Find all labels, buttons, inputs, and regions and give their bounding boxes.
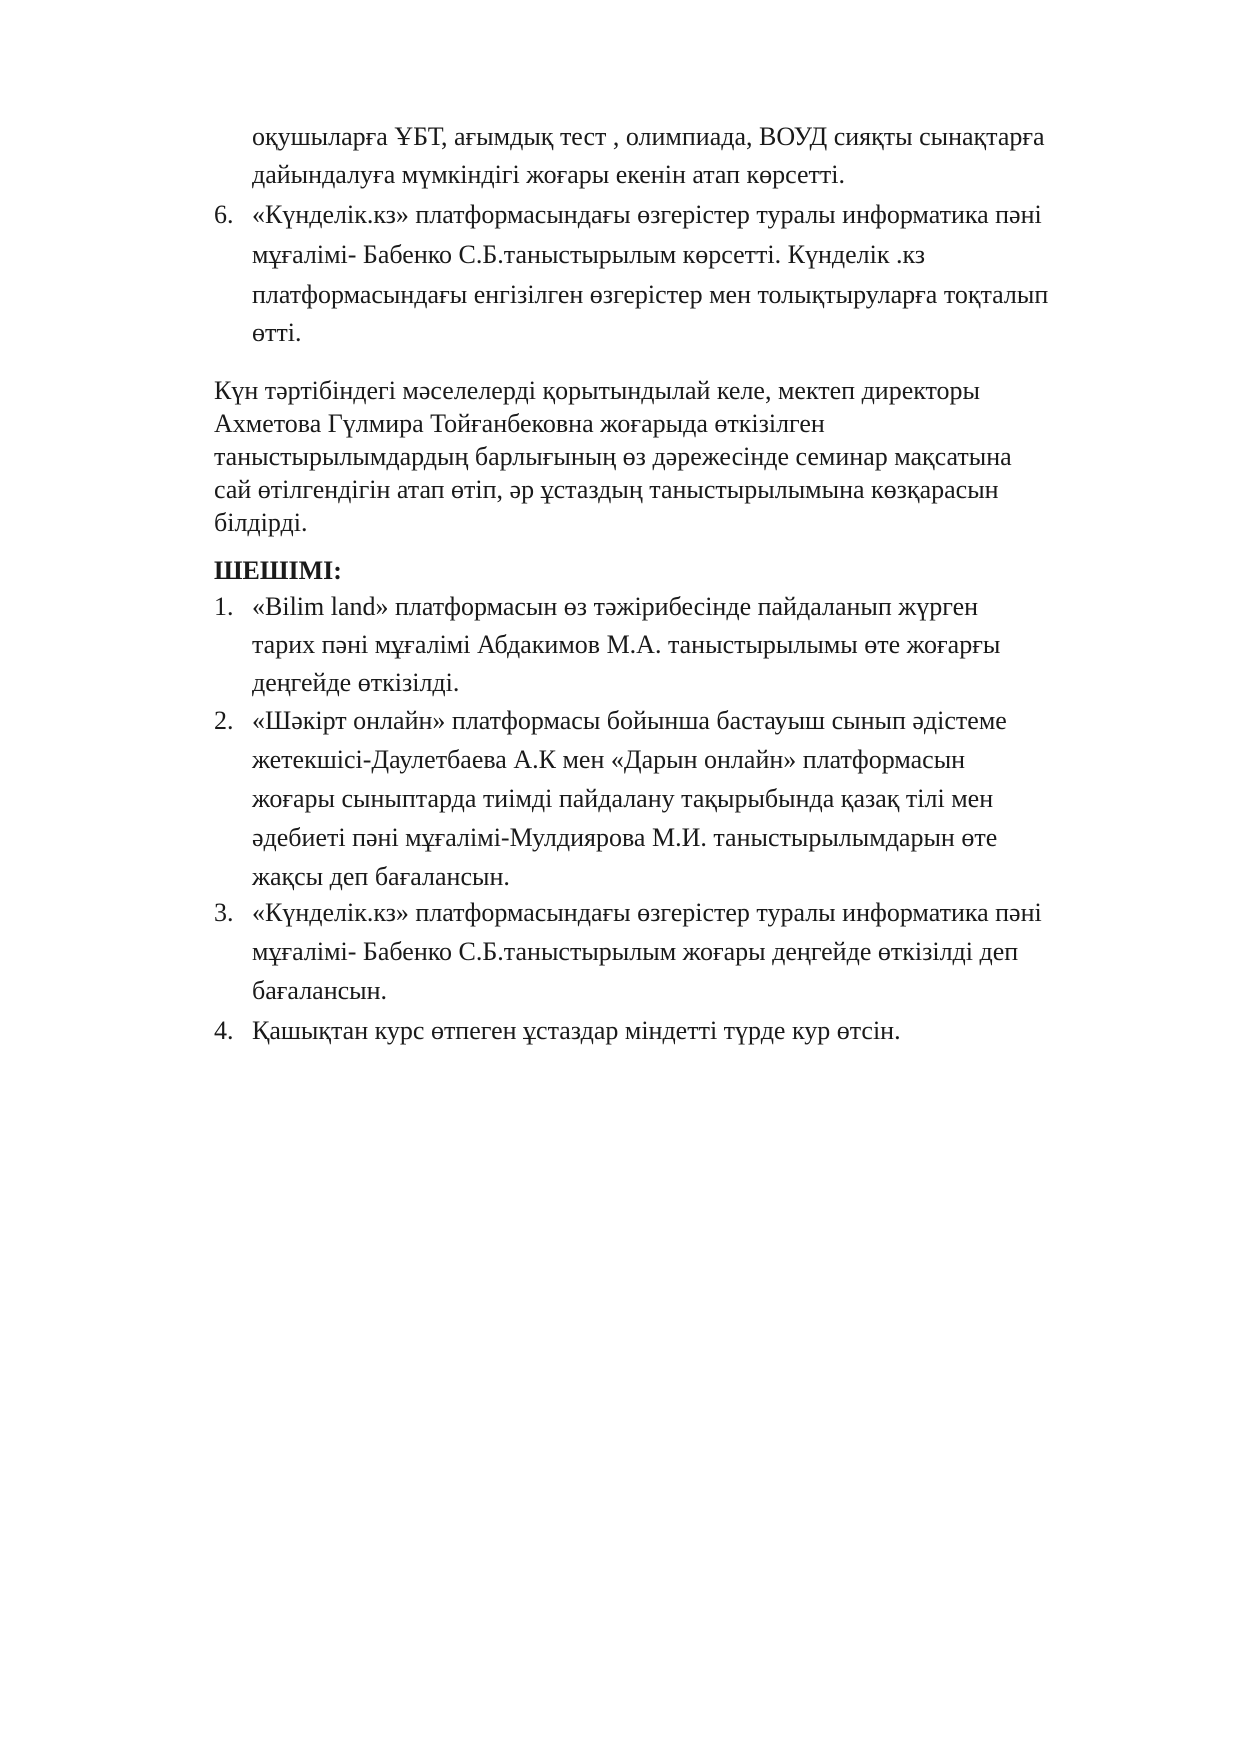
summary-line: білдірді. [214, 508, 308, 537]
decision-item-line: «Bilim land» платформасын өз тәжірибесінде пайдаланып жүрген [252, 592, 979, 621]
summary-line: Күн тәртібіндегі мәселелерді қорытындылай келе, мектеп директоры [214, 376, 981, 405]
continuation-line: оқушыларға ҰБТ, ағымдық тест , олимпиада, ВОУД сияқты сынақтарға [252, 122, 1045, 151]
list-item-line: мұғалімі- Бабенко С.Б.таныстырылым көрсетті. Күнделік .кз [252, 240, 926, 269]
decision-item-number: 4. [214, 1016, 234, 1045]
summary-line: Ахметова Гүлмира Тойғанбековна жоғарыда өткізілген [214, 409, 825, 438]
decision-item-line: жоғары сыныптарда тиімді пайдалану тақырыбында қазақ тілі мен [252, 784, 994, 813]
list-item-line: «Күнделік.кз» платформасындағы өзгерістер туралы информатика пәні [252, 200, 1042, 229]
decision-item-line: жетекшісі-Даулетбаева А.К мен «Дарын онлайн» платформасын [252, 745, 966, 774]
decision-item-line: «Күнделік.кз» платформасындағы өзгерістер туралы информатика пәні [252, 898, 1042, 927]
decision-item-line: бағалансын. [252, 976, 388, 1005]
decision-item-line: тарих пәні мұғалімі Абдакимов М.А. таныстырылымы өте жоғарғы [252, 630, 1001, 659]
decision-item-number: 2. [214, 706, 234, 735]
summary-line: таныстырылымдардың барлығының өз дәрежесінде семинар мақсатына [214, 442, 1012, 471]
list-item-line: өтті. [252, 318, 302, 347]
summary-line: сай өтілгендігін атап өтіп, әр ұстаздың таныстырылымына көзқарасын [214, 475, 999, 504]
list-item-line: платформасындағы енгізілген өзгерістер мен толықтыруларға тоқталып [252, 280, 1049, 309]
decision-item-number: 3. [214, 898, 234, 927]
list-item-number: 6. [214, 200, 234, 229]
decision-item-line: мұғалімі- Бабенко С.Б.таныстырылым жоғары деңгейде өткізілді деп [252, 937, 1019, 966]
continuation-line: дайындалуға мүмкіндігі жоғары екенін атап көрсетті. [252, 160, 845, 189]
decision-item-line: Қашықтан курс өтпеген ұстаздар міндетті түрде кур өтсін. [252, 1016, 901, 1045]
decision-item-line: «Шәкірт онлайн» платформасы бойынша бастауыш сынып әдістеме [252, 706, 1007, 735]
decision-item-line: әдебиеті пәні мұғалімі-Мулдиярова М.И. таныстырылымдарын өте [252, 823, 998, 852]
decision-item-line: жақсы деп бағалансын. [252, 862, 510, 891]
decision-item-line: деңгейде өткізілді. [252, 668, 460, 697]
decision-heading: ШЕШІМІ: [214, 556, 342, 585]
decision-item-number: 1. [214, 592, 234, 621]
